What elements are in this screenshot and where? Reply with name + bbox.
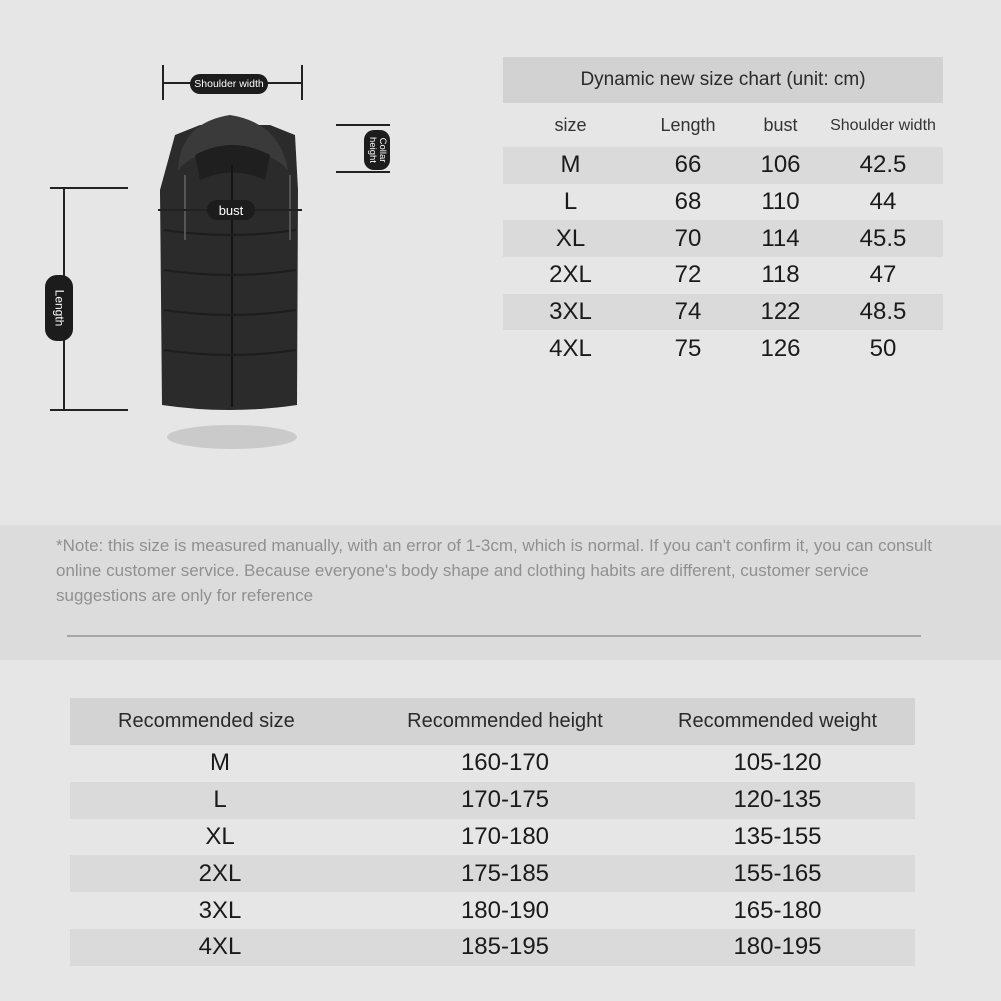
cell-size: M [210,749,230,777]
cell-length: 75 [674,334,702,362]
cell-shoulder: 42.5 [859,151,907,179]
cell-shoulder: 48.5 [859,298,907,326]
cell-bust: 126 [760,334,801,362]
cell-shoulder: 50 [869,334,897,362]
cell-height: 175-185 [460,859,550,887]
cell-length: 68 [674,188,702,216]
cell-bust: 110 [761,188,800,216]
bust-label: bust [207,200,255,220]
cell-size: 4XL [198,933,242,961]
shoulder-width-label: Shoulder width [190,74,268,94]
cell-height: 170-180 [460,822,550,850]
length-label-text: Length [52,289,67,327]
cell-size: M [560,151,581,179]
cell-length: 74 [674,298,702,326]
cell-bust: 106 [760,151,801,179]
size-chart-title: Dynamic new size chart (unit: cm) [503,57,943,103]
vest-measurement-figure [40,55,400,475]
measurement-note: *Note: this size is measured manually, with an error of 1-3cm, which is normal. If you can't confirm it, you can consult online customer service. Because everyone's body shape and clothing habits are different, customer service suggestions are only for reference [56,536,932,605]
recommendation-table [70,698,915,966]
table-row [503,294,943,331]
cell-weight: 135-155 [733,822,822,850]
header-length: Length [660,114,716,135]
cell-weight: 165-180 [733,896,822,924]
cell-size: 3XL [198,896,242,924]
table-row [70,855,915,892]
cell-size: L [213,786,227,814]
length-label [45,275,73,341]
header-recommended-height: Recommended height [407,710,603,732]
table-row [70,929,915,966]
cell-shoulder: 45.5 [859,224,907,252]
cell-length: 66 [674,151,702,179]
cell-weight: 105-120 [733,749,822,777]
header-shoulder-width: Shoulder width [830,116,936,134]
table-row [503,257,943,294]
cell-weight: 180-195 [733,933,822,961]
collar-height-label-text: Collar height [367,137,388,163]
recommendation-header [70,698,915,745]
cell-height: 180-190 [460,896,550,924]
table-row [70,745,915,782]
cell-size: XL [555,224,586,252]
table-row [70,819,915,856]
cell-bust: 118 [761,261,800,289]
size-chart-header [503,103,943,147]
cell-height: 185-195 [460,933,550,961]
cell-length: 70 [674,224,702,252]
cell-length: 72 [674,261,702,289]
section-divider [67,635,921,637]
cell-size: L [563,188,578,216]
table-row [70,782,915,819]
cell-weight: 120-135 [733,786,822,814]
cell-size: 3XL [549,298,592,326]
table-row [503,220,943,257]
table-row [503,330,943,367]
table-row [70,892,915,929]
table-row [503,184,943,221]
cell-height: 160-170 [460,749,550,777]
cell-shoulder: 47 [869,261,897,289]
header-recommended-size: Recommended size [118,710,295,732]
cell-weight: 155-165 [733,859,822,887]
cell-bust: 114 [761,224,800,252]
header-bust: bust [763,114,798,135]
cell-bust: 122 [760,298,801,326]
header-size: size [554,114,587,135]
cell-height: 170-175 [460,786,550,814]
cell-size: 2XL [198,859,242,887]
header-recommended-weight: Recommended weight [678,710,877,732]
collar-height-label [364,130,390,170]
cell-size: 2XL [549,261,592,289]
cell-size: 4XL [549,334,592,362]
cell-size: XL [205,822,235,850]
size-chart-table [503,57,943,367]
vest-image [40,55,400,475]
cell-shoulder: 44 [869,188,897,216]
table-row [503,147,943,184]
